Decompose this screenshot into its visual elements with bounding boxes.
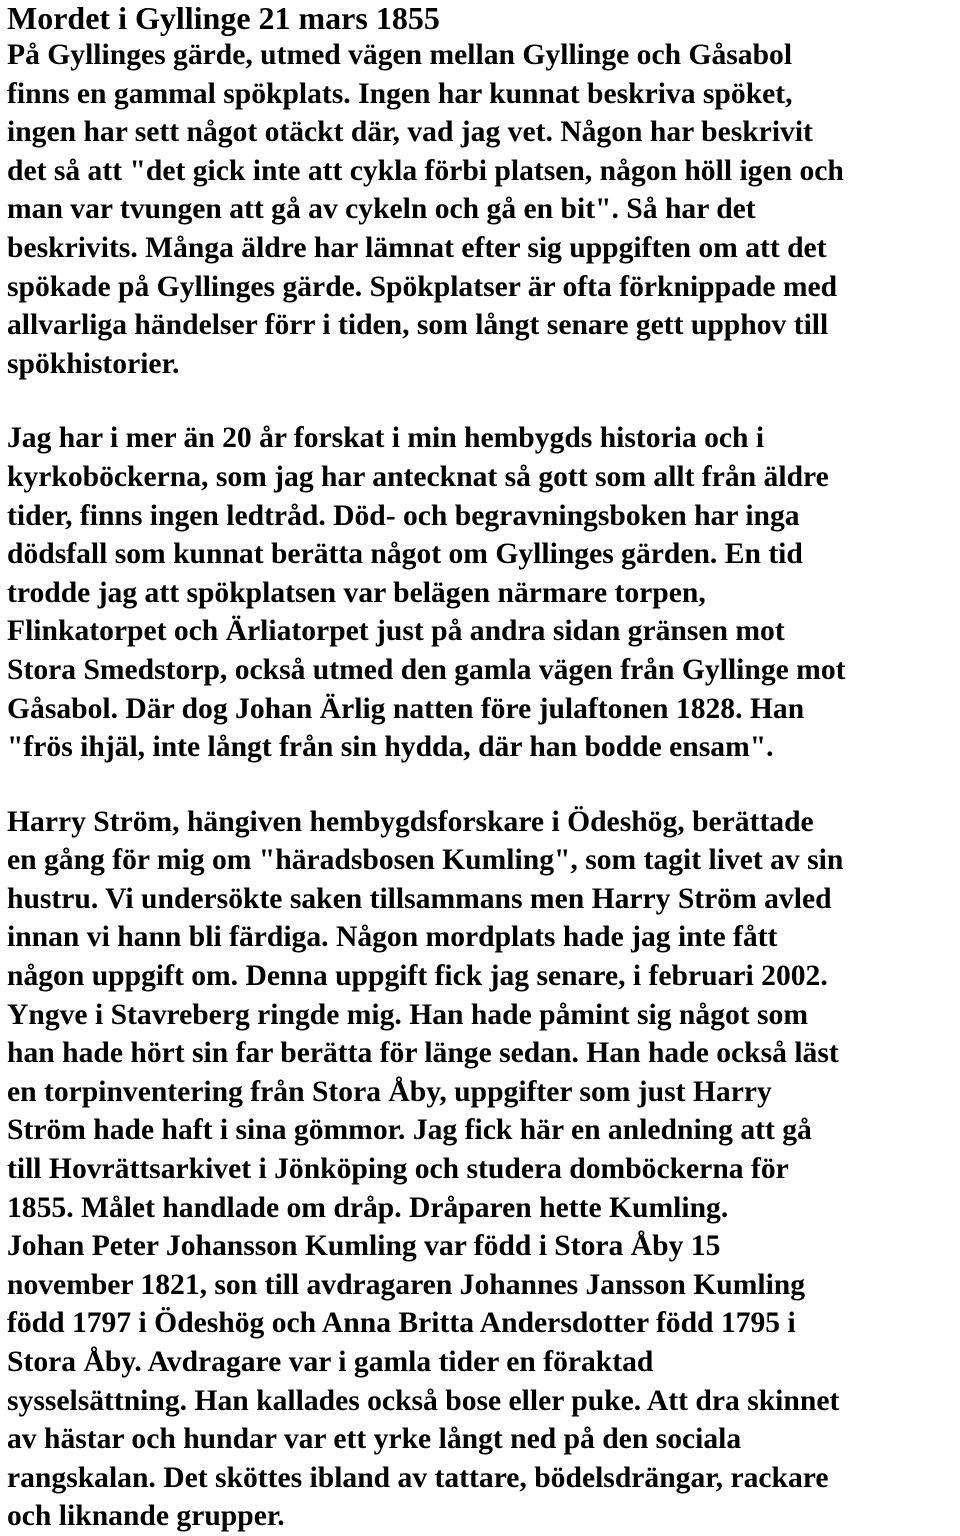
text-line: dödsfall som kunnat berätta något om Gyllinges gärden. En tid: [7, 538, 803, 571]
text-line: av hästar och hundar var ett yrke långt ned på den sociala: [7, 1423, 742, 1456]
text-line: spökade på Gyllinges gärde. Spökplatser är ofta förknippade med: [7, 270, 838, 303]
text-line: spökhistorier.: [7, 347, 180, 380]
paragraph-spacer: [7, 383, 957, 419]
text-line: Yngve i Stavreberg ringde mig. Han hade påmint sig något som: [7, 998, 808, 1031]
paragraph-2: [7, 419, 957, 766]
text-line: det så att "det gick inte att cykla förbi platsen, någon höll igen och: [7, 154, 844, 187]
text-line: man var tvungen att gå av cykeln och gå en bit". Så har det: [7, 193, 756, 226]
text-line: 1855. Målet handlade om dråp. Dråparen hette Kumling.: [7, 1191, 729, 1224]
text-line: rangskalan. Det sköttes ibland av tattare, bödelsdrängar, rackare: [7, 1461, 829, 1494]
text-line: Stora Smedstorp, också utmed den gamla vägen från Gyllinge mot: [7, 653, 846, 686]
document-page: [7, 0, 957, 1536]
paragraph-3: [7, 803, 957, 1536]
text-line: "frös ihjäl, inte långt från sin hydda, där han bodde ensam".: [7, 731, 774, 764]
text-line: en torpinventering från Stora Åby, uppgifter som just Harry: [7, 1075, 772, 1108]
text-line: allvarliga händelser förr i tiden, som långt senare gett upphov till: [7, 309, 829, 342]
text-line: Gåsabol. Där dog Johan Ärlig natten före julaftonen 1828. Han: [7, 692, 805, 725]
document-title: Mordet i Gyllinge 21 mars 1855: [7, 0, 440, 36]
paragraph-spacer: [7, 767, 957, 803]
text-line: någon uppgift om. Denna uppgift fick jag senare, i februari 2002.: [7, 960, 828, 993]
text-line: Ström hade haft i sina gömmor. Jag fick här en anledning att gå: [7, 1114, 812, 1147]
text-line: ingen har sett något otäckt där, vad jag vet. Någon har beskrivit: [7, 116, 813, 149]
text-line: en gång för mig om "häradsbosen Kumling", som tagit livet av sin: [7, 844, 844, 877]
text-line: kyrkoböckerna, som jag har antecknat så gott som allt från äldre: [7, 460, 829, 493]
text-line: och liknande grupper.: [7, 1500, 285, 1533]
text-line: till Hovrättsarkivet i Jönköping och studera domböckerna för: [7, 1153, 789, 1186]
text-line: han hade hört sin far berätta för länge sedan. Han hade också läst: [7, 1037, 839, 1070]
text-line: Johan Peter Johansson Kumling var född i Stora Åby 15: [7, 1230, 721, 1263]
text-line: Harry Ström, hängiven hembygdsforskare i Ödeshög, berättade: [7, 805, 814, 838]
text-line: beskrivits. Många äldre har lämnat efter sig uppgiften om att det: [7, 231, 827, 264]
text-line: Jag har i mer än 20 år forskat i min hembygds historia och i: [7, 422, 765, 455]
text-line: sysselsättning. Han kallades också bose eller puke. Att dra skinnet: [7, 1384, 840, 1417]
text-line: Flinkatorpet och Ärliatorpet just på andra sidan gränsen mot: [7, 615, 785, 648]
text-line: innan vi hann bli färdiga. Någon mordplats hade jag inte fått: [7, 921, 778, 954]
text-line: hustru. Vi undersökte saken tillsammans men Harry Ström avled: [7, 882, 832, 915]
text-line: född 1797 i Ödeshög och Anna Britta Andersdotter född 1795 i: [7, 1307, 796, 1340]
text-line: tider, finns ingen ledtråd. Död- och begravningsboken har inga: [7, 499, 800, 532]
paragraph-1: [7, 36, 957, 383]
text-line: På Gyllinges gärde, utmed vägen mellan Gyllinge och Gåsabol: [7, 39, 793, 71]
text-line: november 1821, son till avdragaren Johannes Jansson Kumling: [7, 1268, 806, 1301]
text-line: Stora Åby. Avdragare var i gamla tider en föraktad: [7, 1346, 654, 1378]
text-line: finns en gammal spökplats. Ingen har kunnat beskriva spöket,: [7, 77, 793, 110]
text-line: trodde jag att spökplatsen var belägen närmare torpen,: [7, 576, 706, 609]
